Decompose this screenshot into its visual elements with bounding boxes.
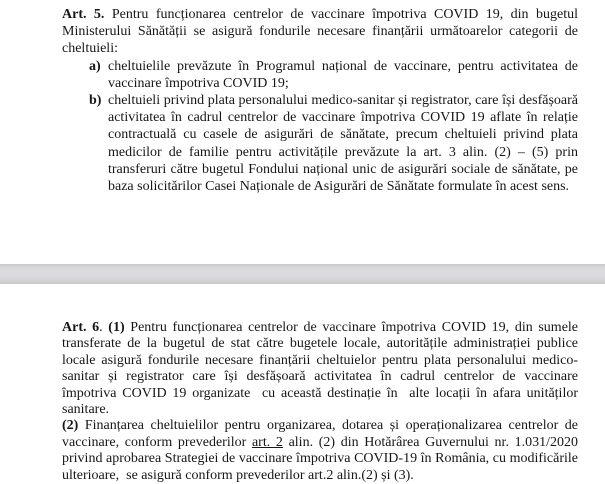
list-item-a-text: cheltuielile prevăzute în Programul național de vaccinare, pentru activitatea de vaccinare împotriva COVID 19; [108,58,578,91]
article-5-label: Art. 5. [62,7,105,22]
paragraph-2-text-after-ref: alin. (2) din Hotărârea Guvernului nr. 1.031/2020 privind aprobarea Strategiei de vaccinare împotriva COVID-19 în România, cu modificările ulterioare, se asigură conform prevederilor art.2 alin.(2) și (3). [62,434,579,483]
list-item-b-marker: b) [89,93,102,109]
page-separator [0,264,605,284]
list-item-a [89,58,578,92]
paragraph-1-marker: (1) [108,320,125,335]
list-item-b-text: cheltuieli privind plata personalului medico-sanitar și registrator, care își desfășoară activitatea în cadrul centrelor de vaccinare împotriva COVID 19 aflate în relație contractuală cu casele de asigurări de sănătate, precum cheltuieli privind plata medicilor de familie pentru activitățile prevăzute la art. 3 alin. (2) – (5) prin transferuri către bugetul Fondului național unic de asigurări sociale de sănătate, pe baza solicitărilor Casei Naționale de Asigurări de Sănătate formulate în acest sens. [108,93,578,195]
article-5-item-list [62,58,578,196]
article-6 [62,320,578,484]
paragraph-1-text: Pentru funcționarea centrelor de vaccinare împotriva COVID 19, din sumele transferate de la bugetul de stat către bugetele locale, autoritățile administrației publice locale asigură fondurile necesare finanțării cheltuielor pentru plata personalului medico-sanitar și registrator care își desfășoară activitatea în cadrul centrelor de vaccinare împotriva COVID 19 organizate cu această destinație în alte locații în afara unităților sanitare. [62,320,579,418]
list-item-a-marker: a) [89,58,101,74]
list-item-b [89,92,578,195]
article-6-paragraph-2 [62,418,578,484]
article-5-intro-text: Pentru funcționarea centrelor de vaccinare împotriva COVID 19, din bugetul Ministerului Sănătății se asigură fondurile necesare finanțării următoarelor categorii de cheltuieli: [62,7,578,57]
article-6-paragraph-1 [62,320,578,418]
article-5-intro-paragraph [62,6,578,58]
paragraph-2-underlined-reference: art. 2 [251,434,283,450]
article-6-label: Art. 6 [62,320,100,335]
paragraph-2-marker: (2) [62,418,79,434]
article-5 [62,6,578,195]
paragraph-2-text-before-ref: Finanțarea cheltuielilor pentru organizarea, dotarea și operaționalizarea centrelor de vaccinare, conform prevederilor [62,418,578,450]
article-6-label-separator: . [99,320,109,335]
